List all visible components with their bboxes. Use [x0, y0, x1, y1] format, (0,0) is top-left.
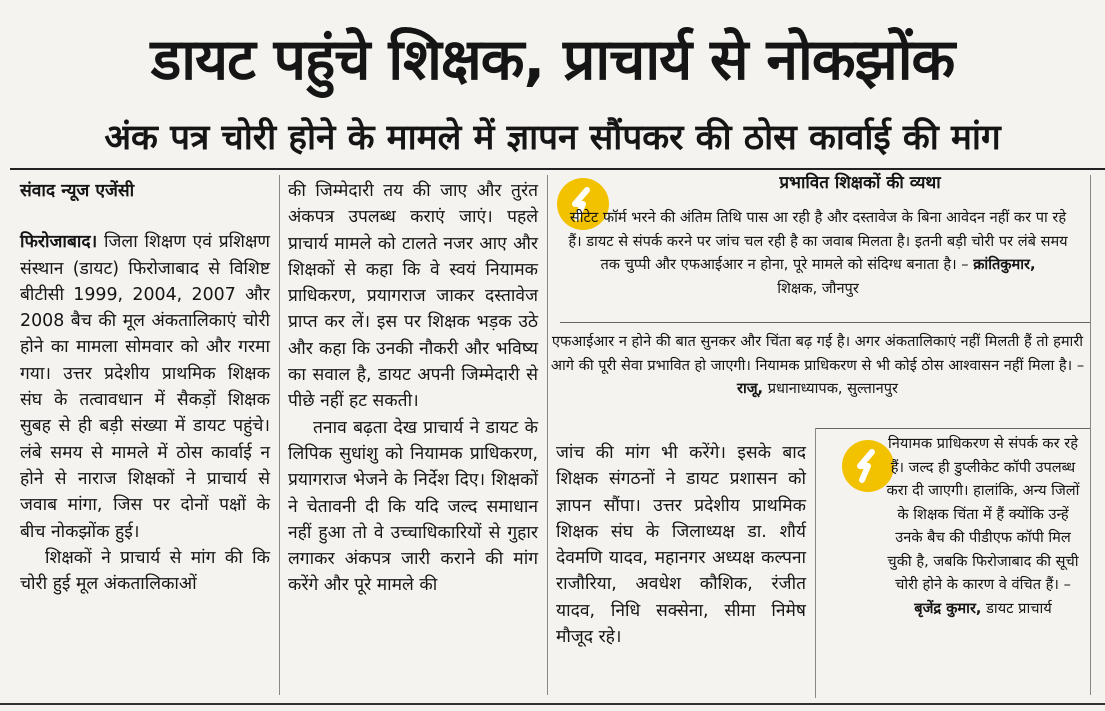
quote-text: नियामक प्राधिकरण से संपर्क कर रहे हैं। जल्द ही डुप्लीकेट कॉपी उपलब्ध करा दी जाएगी। हालांकि, अन्य जिलों के शिक्षक चिंता में हैं क्योंकि उन्हें उनके बैच की पीडीएफ कॉपी मिल चुकी है, जबकि फिरोजाबाद की सूची चोरी होने के कारण वे वंचित हैं। –: [886, 435, 1080, 593]
box-divider: [815, 428, 1090, 429]
quote-1: [563, 206, 1073, 300]
column-divider: [547, 175, 548, 695]
quote-3: [822, 432, 1084, 620]
box-heading: प्रभावित शिक्षकों की व्यथा: [779, 173, 941, 193]
byline: संवाद न्यूज एजेंसी: [20, 181, 135, 201]
article-column-3: [556, 440, 806, 650]
article-column-1: [20, 178, 270, 597]
article-paragraph: तनाव बढ़ता देख प्राचार्य ने डायट के लिपिक सुधांशु को नियामक प्राधिकरण, प्रयागराज भेजने के निर्देश दिए। शिक्षकों ने चेतावनी दी कि यदि जल्द समाधान नहीं हुआ तो वे उच्चाधिकारियों से गुहार लगाकर अंकपत्र जारी कराने की मांग करेंगे और पूरे मामले की: [288, 417, 538, 596]
article-paragraph: शिक्षकों ने प्राचार्य से मांग की कि चोरी हुई मूल अंकतालिकाओं: [20, 547, 270, 595]
box-border: [1090, 175, 1091, 695]
column-divider: [279, 175, 280, 695]
quote-author: बृजेंद्र कुमार,: [914, 599, 982, 617]
quote-text: सीटेट फॉर्म भरने की अंतिम तिथि पास आ रही है और दस्तावेज के बिना आवेदन नहीं कर पा रहे हैं। डायट से संपर्क करने पर जांच चल रही है का जवाब मिलता है। इतनी बड़ी चोरी पर लंबे समय तक चुप्पी और एफआईआर न होना, पूरे मामले को संदिग्ध बनाता है। –: [568, 209, 1068, 273]
subheadline: अंक पत्र चोरी होने के मामले में ज्ञापन सौंपकर की ठोस कार्वाई की मांग: [104, 118, 1001, 158]
box-divider: [560, 322, 1090, 323]
article-paragraph: [20, 229, 270, 545]
article-paragraph: जांच की मांग भी करेंगे। इसके बाद शिक्षक संगठनों ने डायट प्रशासन को ज्ञापन सौंपा। उत्तर प्रदेशीय प्राथमिक शिक्षक संघ के जिलाध्यक्ष डा. शौर्य देवमणि यादव, महानगर अध्यक्ष कल्पना राजौरिया, अवधेश कौशिक, रंजीत यादव, निधि सक्सेना, सीमा निमेष मौजूद रहे।: [556, 443, 806, 648]
headline: डायट पहुंचे शिक्षक, प्राचार्य से नोकझोंक: [150, 27, 955, 93]
quote-author: राजू,: [736, 380, 764, 397]
quote-text: एफआईआर न होने की बात सुनकर और चिंता बढ़ गई है। अगर अंकतालिकाएं नहीं मिलती हैं तो हमारी आगे की पूरी सेवा प्रभावित हो जाएगी। नियामक प्राधिकरण से भी कोई ठोस आश्वासन नहीं मिला है। –: [550, 333, 1085, 374]
box-divider: [815, 428, 816, 698]
quote-author: क्रांतिकुमार,: [973, 256, 1036, 273]
article-column-2: [288, 178, 538, 599]
quote-role: शिक्षक, जौनपुर: [777, 279, 859, 297]
quote-role: प्रधानाध्यापक, सुल्तानपुर: [767, 380, 899, 397]
quote-2: [545, 330, 1090, 401]
quote-role: डायट प्राचार्य: [986, 599, 1052, 617]
paragraph-text: जिला शिक्षण एवं प्रशिक्षण संस्थान (डायट) फिरोजाबाद से विशिष्ट बीटीसी 1999, 2004, 2007 और 2008 बैच की मूल अंकतालिकाएं चोरी होने का मामला सोमवार को और गरमा गया। उत्तर प्रदेशीय प्राथमिक शिक्षक संघ के तत्वावधान में सैकड़ों शिक्षक सुबह से ही बड़ी संख्या में डायट पहुंचे। लंबे समय से मामले में ठोस कार्वाई न होने से नाराज शिक्षकों ने प्राचार्य से जवाब मांगा, जिस पर दोनों पक्षों के बीच नोकझोंक हुई।: [20, 232, 270, 542]
bottom-rule: [0, 703, 1105, 705]
dateline: फिरोजाबाद।: [20, 232, 98, 253]
article-paragraph: की जिम्मेदारी तय की जाए और तुरंत अंकपत्र उपलब्ध कराएं जाएं। पहले प्राचार्य मामले को टालते नजर आए और शिक्षकों से कहा कि वे स्वयं नियामक प्राधिकरण, प्रयागराज जाकर दस्तावेज प्राप्त कर लें। इस पर शिक्षक भड़क उठे और कहा कि उनकी नौकरी और भविष्य का सवाल है, डायट अपनी जिम्मेदारी से पीछे नहीं हट सकती।: [288, 181, 538, 412]
